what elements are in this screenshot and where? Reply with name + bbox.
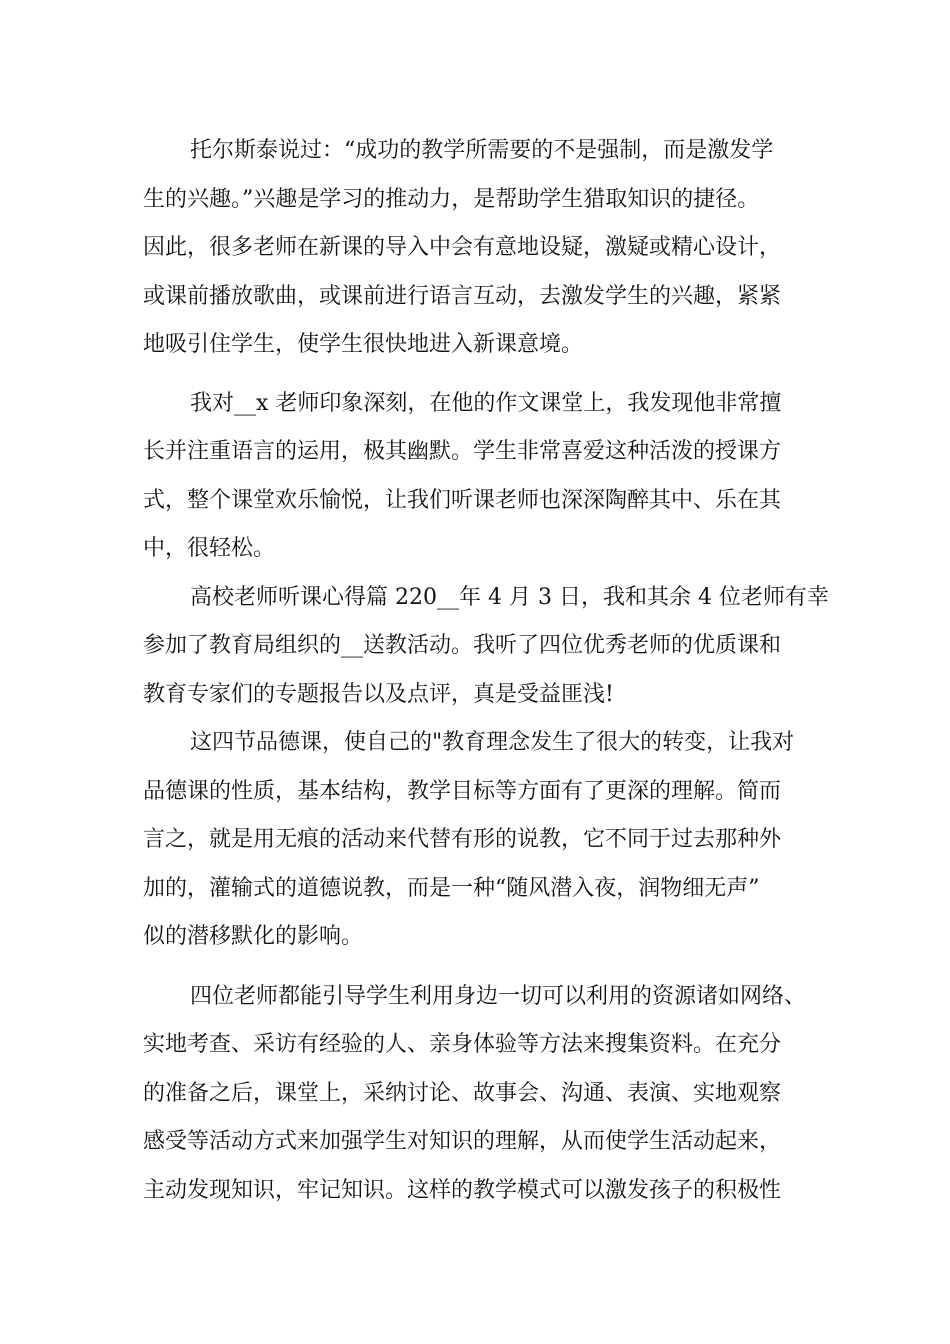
text-line: 四位老师都能引导学生利用身边一切可以利用的资源诸如网络、 (190, 983, 807, 1009)
text-line: 主动发现知识，牢记知识。这样的教学模式可以激发孩子的积极性 (143, 1177, 782, 1203)
text-line: 加的，灌输式的道德说教，而是一种“随风潜入夜，润物细无声” (143, 875, 760, 901)
text-line: 实地考查、采访有经验的人、亲身体验等方法来搜集资料。在充分 (143, 1032, 782, 1057)
text-line: 因此，很多老师在新课的导入中会有意地设疑，激疑或精心设计， (143, 235, 782, 260)
document-body (143, 127, 843, 1215)
text-line: 中，很轻松。 (143, 536, 276, 561)
text-line: 感受等活动方式来加强学生对知识的理解，从而使学生活动起来， (143, 1129, 782, 1154)
text-line: 或课前播放歌曲，或课前进行语言互动，去激发学生的兴趣，紧紧 (143, 283, 782, 309)
paragraph-2 (143, 380, 843, 574)
paragraph-3 (143, 574, 843, 720)
text-line: 的准备之后，课堂上，采纳讨论、故事会、沟通、表演、实地观察 (143, 1080, 782, 1106)
paragraph-1 (143, 127, 843, 370)
text-line: 言之，就是用无痕的活动来代替有形的说教，它不同于过去那种外 (143, 827, 782, 852)
paragraph-5 (143, 973, 843, 1216)
text-line: 地吸引住学生，使学生很快地进入新课意境。 (143, 332, 584, 357)
text-line: 托尔斯泰说过：“成功的教学所需要的不是强制，而是激发学 (190, 138, 774, 163)
text-line: 这四节品德课，使自己的"教育理念发生了很大的转变，让我对 (190, 730, 795, 755)
text-line: 我对__x 老师印象深刻，在他的作文课堂上，我发现他非常擅 (190, 390, 782, 416)
text-line: 参加了教育局组织的__送教活动。我听了四位优秀老师的优质课和 (143, 633, 782, 658)
paragraph-4 (143, 719, 843, 962)
text-line: 生的兴趣。”兴趣是学习的推动力，是帮助学生猎取知识的捷径。 (143, 186, 760, 212)
text-line: 高校老师听课心得篇 220__年 4 月 3 日，我和其余 4 位老师有幸 (190, 584, 829, 610)
text-line: 似的潜移默化的影响。 (143, 924, 364, 949)
text-line: 式，整个课堂欢乐愉悦，让我们听课老师也深深陶醉其中、乐在其 (143, 487, 782, 513)
text-line: 教育专家们的专题报告以及点评，真是受益匪浅! (143, 681, 614, 707)
text-line: 长并注重语言的运用，极其幽默。学生非常喜爱这种活泼的授课方 (143, 439, 782, 464)
text-line: 品德课的性质，基本结构，教学目标等方面有了更深的理解。简而 (143, 778, 782, 804)
